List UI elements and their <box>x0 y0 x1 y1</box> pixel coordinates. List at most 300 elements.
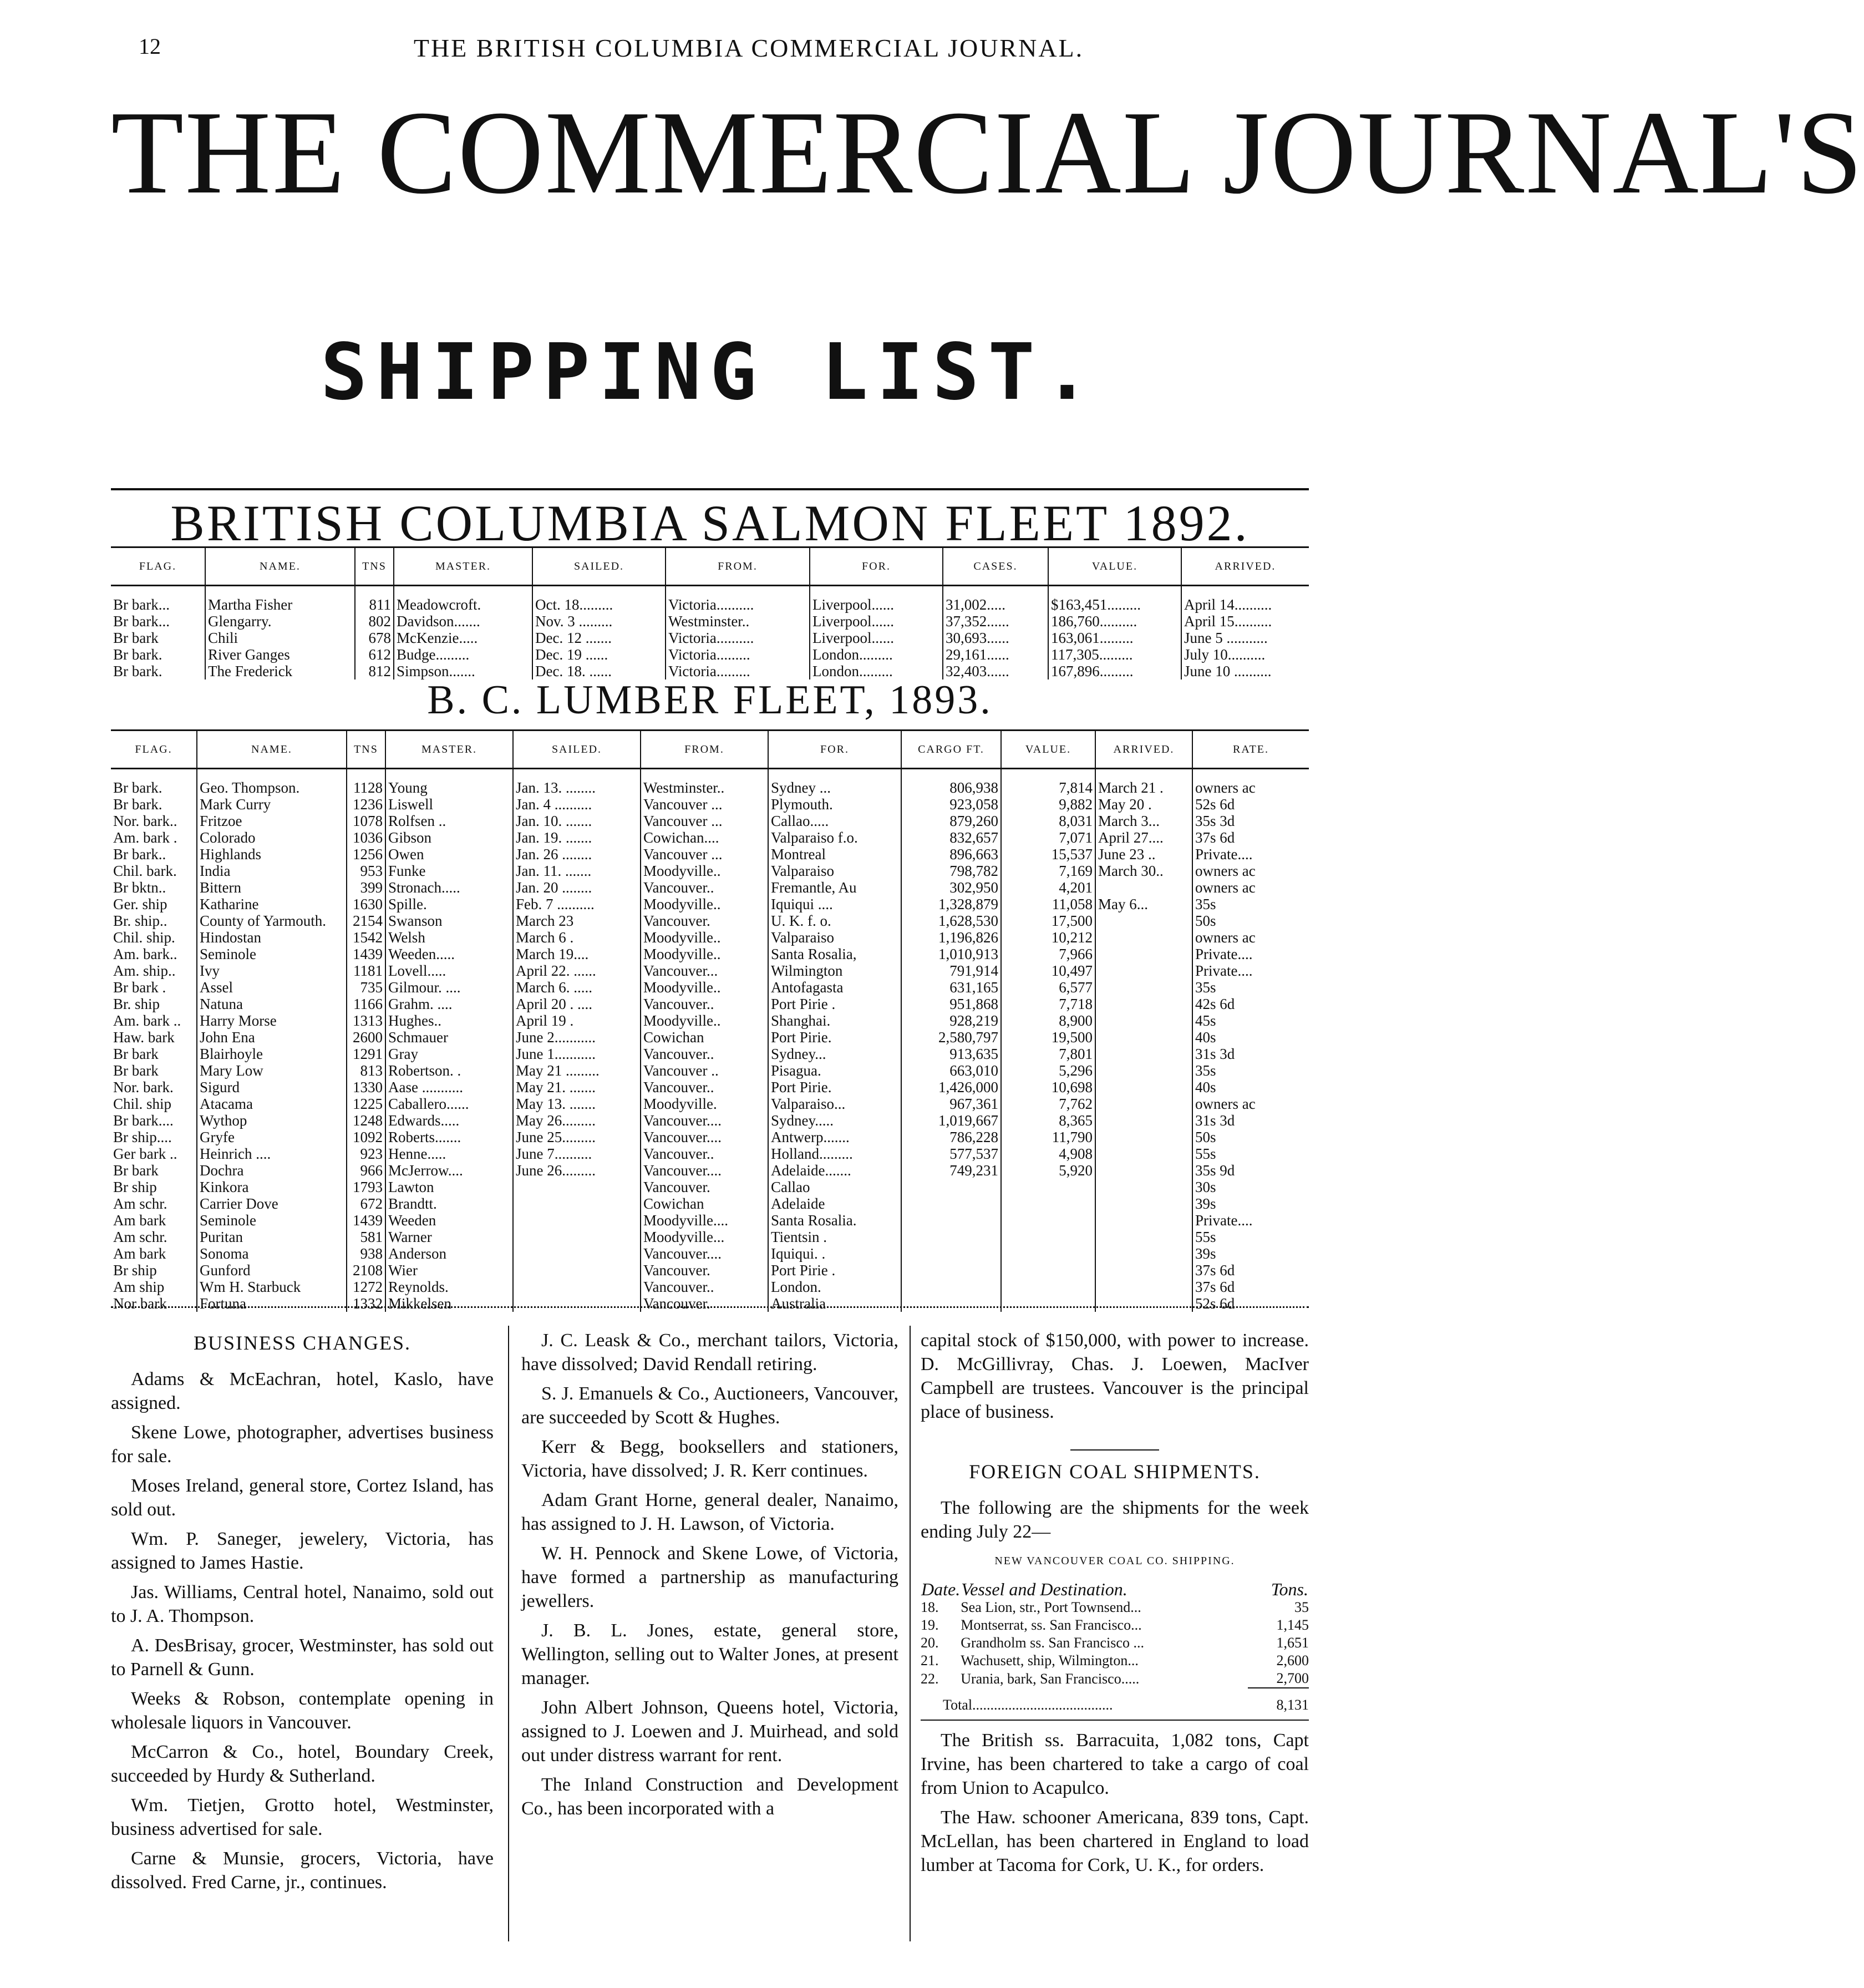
lumber-cell: Gray <box>385 1046 513 1062</box>
lumber-cell: 39s <box>1192 1195 1309 1212</box>
lumber-cell: 938 <box>347 1245 385 1262</box>
lumber-cell: Geo. Thompson. <box>197 769 347 797</box>
column-divider <box>508 1326 509 1941</box>
lumber-row <box>111 1046 1309 1062</box>
salmon-cell: 37,352...... <box>943 613 1048 630</box>
lumber-cell: Owen <box>385 846 513 863</box>
lumber-cell: Br bark . <box>113 979 166 996</box>
lumber-cell: Br. ship.. <box>113 912 167 929</box>
lumber-cell: 50s <box>1192 1129 1309 1145</box>
salmon-row <box>111 630 1309 646</box>
lumber-cell: Vancouver.. <box>641 1079 768 1096</box>
salmon-cell: London......... <box>810 663 943 679</box>
coal-header-vessel: Vessel and Destination. <box>961 1579 1127 1599</box>
lumber-cell: Br bark. <box>113 779 162 796</box>
coal-cell: 1,145 <box>1276 1617 1309 1633</box>
coal-row <box>921 1599 1309 1616</box>
lumber-cell: Vancouver.... <box>641 1112 768 1129</box>
lumber-cell: 7,814 <box>1001 769 1095 797</box>
lumber-column-header: VALUE. <box>1001 731 1095 769</box>
lumber-cell: Feb. 7 .......... <box>513 896 641 912</box>
lumber-row <box>111 1262 1309 1279</box>
lumber-row <box>111 1179 1309 1195</box>
coal-cell: Grandholm ss. San Francisco ... <box>961 1635 1144 1651</box>
salmon-cell: Dec. 12 ....... <box>532 630 666 646</box>
lumber-cell: 1291 <box>347 1046 385 1062</box>
lumber-column-header: ARRIVED. <box>1095 731 1192 769</box>
coal-row <box>921 1634 1309 1652</box>
running-title: THE BRITISH COLUMBIA COMMERCIAL JOURNAL. <box>413 34 1084 62</box>
lumber-row <box>111 1012 1309 1029</box>
section-divider <box>921 1433 1309 1457</box>
salmon-column-header: ARRIVED. <box>1181 547 1309 586</box>
coal-rule <box>921 1720 1309 1721</box>
salmon-cell: Dec. 19 ...... <box>532 646 666 663</box>
lumber-cell: 35s 3d <box>1192 813 1309 829</box>
lumber-cell: Sydney..... <box>768 1112 901 1129</box>
lumber-cell: 1439 <box>347 1212 385 1229</box>
lumber-cell <box>901 1295 1001 1312</box>
lumber-cell: 5,920 <box>1001 1162 1095 1179</box>
lumber-cell: May 20 . <box>1095 796 1192 813</box>
lumber-cell: Nor. bark.. <box>113 813 177 829</box>
lumber-row <box>111 846 1309 863</box>
lumber-cell: Chil. bark. <box>113 863 177 879</box>
lumber-cell: Colorado <box>197 829 347 846</box>
lumber-cell: 55s <box>1192 1229 1309 1245</box>
lumber-cell: Weeden..... <box>385 946 513 962</box>
lumber-cell: March 21 . <box>1095 769 1192 797</box>
lumber-row <box>111 1212 1309 1229</box>
salmon-cell: Dec. 18. ...... <box>532 663 666 679</box>
lumber-cell <box>1001 1179 1095 1195</box>
salmon-column-header: FOR. <box>810 547 943 586</box>
salmon-cell: 167,896......... <box>1048 663 1181 679</box>
lumber-cell: Wier <box>385 1262 513 1279</box>
lumber-cell: 923,058 <box>901 796 1001 813</box>
lumber-cell: 1036 <box>347 829 385 846</box>
salmon-column-header: FROM. <box>666 547 810 586</box>
lumber-row <box>111 1245 1309 1262</box>
lumber-cell: Iquiqui. . <box>768 1245 901 1262</box>
lumber-cell: Aase ........... <box>385 1079 513 1096</box>
lumber-cell: Jan. 11. ....... <box>513 863 641 879</box>
salmon-cell: Victoria......... <box>666 663 810 679</box>
salmon-cell: Oct. 18......... <box>532 586 666 613</box>
salmon-cell: 811 <box>355 586 394 613</box>
coal-row <box>921 1652 1309 1670</box>
lumber-cell: 37s 6d <box>1192 1279 1309 1295</box>
lumber-cell: Am bark <box>113 1245 166 1262</box>
lumber-cell: March 30.. <box>1095 863 1192 879</box>
lumber-row <box>111 1079 1309 1096</box>
lumber-cell: 813 <box>347 1062 385 1079</box>
lumber-cell <box>901 1279 1001 1295</box>
lumber-cell: June 25......... <box>513 1129 641 1145</box>
salmon-cell: Br bark. <box>113 646 162 663</box>
lumber-cell: May 21. ....... <box>513 1079 641 1096</box>
lumber-cell: April 27.... <box>1095 829 1192 846</box>
lumber-cell: Port Pirie. <box>768 1079 901 1096</box>
salmon-cell: 186,760.......... <box>1048 613 1181 630</box>
lumber-cell <box>1001 1262 1095 1279</box>
lumber-cell: 11,790 <box>1001 1129 1095 1145</box>
lumber-column-header: FLAG. <box>111 731 197 769</box>
salmon-cell: Nov. 3 ......... <box>532 613 666 630</box>
lumber-row <box>111 962 1309 979</box>
lumber-cell: Vancouver .. <box>641 1062 768 1079</box>
lumber-cell: Br bark.... <box>113 1112 174 1129</box>
lumber-cell: 55s <box>1192 1145 1309 1162</box>
lumber-cell: Vancouver ... <box>641 813 768 829</box>
salmon-row <box>111 613 1309 630</box>
coal-cell: Wachusett, ship, Wilmington... <box>961 1652 1139 1668</box>
lumber-cell: Adelaide....... <box>768 1162 901 1179</box>
coal-note: The British ss. Barracuita, 1,082 tons, Capt Irvine, has been chartered to take a cargo of coal from Union to Acapulco. <box>921 1730 1309 1798</box>
lumber-cell: May 6... <box>1095 896 1192 912</box>
lumber-cell: Westminster.. <box>641 769 768 797</box>
lumber-cell: Am. ship.. <box>113 962 176 979</box>
lumber-cell <box>1095 1162 1192 1179</box>
lumber-row <box>111 879 1309 896</box>
lumber-row <box>111 896 1309 912</box>
lumber-cell: 4,908 <box>1001 1145 1095 1162</box>
lumber-cell: Jan. 20 ........ <box>513 879 641 896</box>
lumber-fleet-title: B. C. LUMBER FLEET, 1893. <box>427 677 993 723</box>
lumber-cell: 35s 9d <box>1192 1162 1309 1179</box>
lumber-cell: Moodyville.. <box>641 929 768 946</box>
lumber-cell: Nor bark <box>113 1295 167 1312</box>
coal-cell: 35 <box>1294 1599 1309 1615</box>
lumber-cell: Reynolds. <box>385 1279 513 1295</box>
lumber-cell: Cowichan.... <box>641 829 768 846</box>
lumber-cell: 672 <box>347 1195 385 1212</box>
lumber-cell: Brandtt. <box>385 1195 513 1212</box>
lumber-cell <box>1001 1195 1095 1212</box>
lumber-row <box>111 1279 1309 1295</box>
salmon-cell: Victoria......... <box>666 646 810 663</box>
lumber-cell <box>901 1229 1001 1245</box>
lumber-cell: 6,577 <box>1001 979 1095 996</box>
lumber-cell: Gibson <box>385 829 513 846</box>
lumber-cell: 42s 6d <box>1192 996 1309 1012</box>
lumber-row <box>111 1062 1309 1079</box>
lumber-cell: Seminole <box>197 1212 347 1229</box>
lumber-cell: 19,500 <box>1001 1029 1095 1046</box>
lumber-cell: 1272 <box>347 1279 385 1295</box>
lumber-cell: Katharine <box>197 896 347 912</box>
salmon-cell: Br bark <box>113 630 159 646</box>
lumber-cell <box>901 1195 1001 1212</box>
lumber-row <box>111 1145 1309 1162</box>
lumber-cell: 967,361 <box>901 1096 1001 1112</box>
lumber-cell: Dochra <box>197 1162 347 1179</box>
lumber-row <box>111 1229 1309 1245</box>
salmon-cell: July 10.......... <box>1181 646 1309 663</box>
lumber-cell: March 23 <box>513 912 641 929</box>
salmon-cell: Br bark... <box>113 613 170 630</box>
lumber-cell: Vancouver.. <box>641 879 768 896</box>
lumber-cell <box>1095 1195 1192 1212</box>
lumber-cell: 1439 <box>347 946 385 962</box>
salmon-cell: Br bark. <box>113 663 162 679</box>
lumber-cell: 786,228 <box>901 1129 1001 1145</box>
lumber-cell <box>1095 1279 1192 1295</box>
lumber-cell: Puritan <box>197 1229 347 1245</box>
lumber-cell: 40s <box>1192 1029 1309 1046</box>
lumber-cell: May 21 ......... <box>513 1062 641 1079</box>
lumber-column-header: FOR. <box>768 731 901 769</box>
lumber-cell: 17,500 <box>1001 912 1095 929</box>
salmon-fleet-title: BRITISH COLUMBIA SALMON FLEET 1892. <box>170 495 1250 551</box>
coal-cell: 20. <box>921 1635 939 1651</box>
lumber-cell: Am bark <box>113 1212 166 1229</box>
lumber-cell: 2108 <box>347 1262 385 1279</box>
lumber-row <box>111 769 1309 797</box>
lumber-cell: Br. ship <box>113 996 160 1012</box>
lumber-cell: April 20 . .... <box>513 996 641 1012</box>
lumber-cell <box>1095 979 1192 996</box>
lumber-cell: 9,882 <box>1001 796 1095 813</box>
lumber-cell: Funke <box>385 863 513 879</box>
lumber-cell <box>513 1212 641 1229</box>
salmon-cell: The Frederick <box>205 663 355 679</box>
lumber-cell: Fortuna <box>197 1295 347 1312</box>
lumber-cell: 966 <box>347 1162 385 1179</box>
lumber-cell: 35s <box>1192 979 1309 996</box>
lumber-cell: Vancouver ... <box>641 796 768 813</box>
lumber-cell: 10,698 <box>1001 1079 1095 1096</box>
lumber-cell: Am schr. <box>113 1195 167 1212</box>
lumber-cell: Chil. ship. <box>113 929 175 946</box>
lumber-cell: 1,019,667 <box>901 1112 1001 1129</box>
lumber-cell: 1078 <box>347 813 385 829</box>
lumber-cell: Callao..... <box>768 813 901 829</box>
lumber-row <box>111 1029 1309 1046</box>
lumber-cell: Plymouth. <box>768 796 901 813</box>
lumber-cell: Jan. 13. ........ <box>513 769 641 797</box>
lumber-cell: 577,537 <box>901 1145 1001 1162</box>
lumber-cell: Weeden <box>385 1212 513 1229</box>
lumber-cell: Highlands <box>197 846 347 863</box>
lumber-column-header: TNS <box>347 731 385 769</box>
lumber-cell: Vancouver.... <box>641 1245 768 1262</box>
coal-company: NEW VANCOUVER COAL CO. SHIPPING. <box>994 1555 1235 1567</box>
lumber-column-header: MASTER. <box>385 731 513 769</box>
lumber-cell: McJerrow.... <box>385 1162 513 1179</box>
lumber-cell: Moodyville.. <box>641 946 768 962</box>
lumber-cell: Welsh <box>385 929 513 946</box>
lumber-cell: 15,537 <box>1001 846 1095 863</box>
lumber-cell: India <box>197 863 347 879</box>
lumber-cell: 30s <box>1192 1179 1309 1195</box>
lumber-cell: Br ship.... <box>113 1129 172 1145</box>
lumber-cell: 37s 6d <box>1192 1262 1309 1279</box>
lumber-cell: 7,762 <box>1001 1096 1095 1112</box>
lumber-cell <box>1095 912 1192 929</box>
lumber-cell <box>1095 1012 1192 1029</box>
lumber-cell: Valparaiso... <box>768 1096 901 1112</box>
lumber-cell: April 19 . <box>513 1012 641 1029</box>
coal-row <box>921 1670 1309 1688</box>
salmon-row <box>111 586 1309 613</box>
lumber-cell: 791,914 <box>901 962 1001 979</box>
lumber-cell: 2,580,797 <box>901 1029 1001 1046</box>
lumber-cell: Roberts....... <box>385 1129 513 1145</box>
lumber-cell: Lovell..... <box>385 962 513 979</box>
lumber-cell <box>1095 1229 1192 1245</box>
lumber-cell: Moodyville... <box>641 1229 768 1245</box>
lumber-row <box>111 1195 1309 1212</box>
lumber-cell: Am. bark .. <box>113 1012 181 1029</box>
coal-cell: 2,600 <box>1276 1652 1309 1668</box>
lumber-cell: Kinkora <box>197 1179 347 1195</box>
lumber-cell <box>513 1179 641 1195</box>
lumber-cell <box>1001 1295 1095 1312</box>
lumber-cell: Ivy <box>197 962 347 979</box>
lumber-cell: Br bark. <box>113 796 162 813</box>
lumber-cell <box>901 1179 1001 1195</box>
coal-cell: 19. <box>921 1617 939 1633</box>
lumber-cell: 1166 <box>347 996 385 1012</box>
lumber-cell: 1236 <box>347 796 385 813</box>
lumber-cell: Ger. ship <box>113 896 167 912</box>
lumber-cell: Moodyville.. <box>641 896 768 912</box>
salmon-cell: 30,693...... <box>943 630 1048 646</box>
lumber-cell: owners ac <box>1192 769 1309 797</box>
lumber-cell: Br ship <box>113 1179 157 1195</box>
lumber-row <box>111 1162 1309 1179</box>
lumber-row <box>111 1129 1309 1145</box>
lumber-cell: 302,950 <box>901 879 1001 896</box>
lumber-cell: 879,260 <box>901 813 1001 829</box>
business-item: The Inland Construction and Development Co., has been incorporated with a <box>521 1774 898 1819</box>
lumber-cell <box>1095 1062 1192 1079</box>
lumber-cell: 1630 <box>347 896 385 912</box>
lumber-cell: Private.... <box>1192 946 1309 962</box>
lumber-cell: 37s 6d <box>1192 829 1309 846</box>
lumber-cell: 2600 <box>347 1029 385 1046</box>
lumber-cell: Edwards..... <box>385 1112 513 1129</box>
lumber-cell: 11,058 <box>1001 896 1095 912</box>
lumber-cell: Private.... <box>1192 846 1309 863</box>
lumber-cell: 10,497 <box>1001 962 1095 979</box>
lumber-cell: Rolfsen .. <box>385 813 513 829</box>
coal-total-value: 8,131 <box>1248 1688 1309 1714</box>
lumber-cell: 1542 <box>347 929 385 946</box>
lumber-cell: Gryfe <box>197 1129 347 1145</box>
lumber-cell: Vancouver ... <box>641 846 768 863</box>
salmon-cell: Simpson....... <box>394 663 532 679</box>
lumber-cell <box>1095 1245 1192 1262</box>
salmon-cell: Davidson....... <box>394 613 532 630</box>
lumber-cell <box>513 1195 641 1212</box>
salmon-cell: McKenzie..... <box>394 630 532 646</box>
business-changes-heading: BUSINESS CHANGES. <box>193 1332 412 1354</box>
lumber-cell: 798,782 <box>901 863 1001 879</box>
business-item: J. B. L. Jones, estate, general store, Wellington, selling out to Walter Jones, at present manager. <box>521 1620 898 1688</box>
lumber-cell: Vancouver.... <box>641 1162 768 1179</box>
lumber-cell: Wm H. Starbuck <box>197 1279 347 1295</box>
lumber-cell: 953 <box>347 863 385 879</box>
lumber-cell: Cowichan <box>641 1195 768 1212</box>
lumber-cell: 1256 <box>347 846 385 863</box>
lumber-cell: Wythop <box>197 1112 347 1129</box>
lumber-column-header: SAILED. <box>513 731 641 769</box>
salmon-column-header: NAME. <box>205 547 355 586</box>
masthead-title: THE COMMERCIAL JOURNAL'S <box>111 86 1864 219</box>
lumber-cell: Young <box>385 769 513 797</box>
lumber-cell: Mary Low <box>197 1062 347 1079</box>
lumber-cell: Spille. <box>385 896 513 912</box>
lumber-cell <box>1095 1112 1192 1129</box>
lumber-cell <box>1001 1212 1095 1229</box>
lumber-cell: 913,635 <box>901 1046 1001 1062</box>
salmon-cell: Westminster.. <box>666 613 810 630</box>
lumber-cell: Br bark <box>113 1062 159 1079</box>
business-item: Carne & Munsie, grocers, Victoria, have dissolved. Fred Carne, jr., continues. <box>111 1848 494 1893</box>
lumber-cell <box>901 1262 1001 1279</box>
lumber-cell: Sigurd <box>197 1079 347 1096</box>
lumber-cell: Atacama <box>197 1096 347 1112</box>
lumber-cell: Heinrich .... <box>197 1145 347 1162</box>
lumber-cell: 1,628,530 <box>901 912 1001 929</box>
lumber-cell: Henne..... <box>385 1145 513 1162</box>
lumber-column-header: FROM. <box>641 731 768 769</box>
lumber-cell: Sydney ... <box>768 769 901 797</box>
lumber-cell: Moodyville. <box>641 1096 768 1112</box>
salmon-cell: June 5 ........... <box>1181 630 1309 646</box>
lumber-cell: Private.... <box>1192 962 1309 979</box>
lumber-cell: Vancouver.. <box>641 1145 768 1162</box>
lumber-cell: June 1........... <box>513 1046 641 1062</box>
lumber-cell: Carrier Dove <box>197 1195 347 1212</box>
lumber-cell: 832,657 <box>901 829 1001 846</box>
lumber-cell: Moodyville.. <box>641 1012 768 1029</box>
lumber-cell <box>1001 1279 1095 1295</box>
lumber-cell <box>1095 1145 1192 1162</box>
lumber-row <box>111 796 1309 813</box>
lumber-cell: Port Pirie. <box>768 1029 901 1046</box>
business-item: Adam Grant Horne, general dealer, Nanaimo, has assigned to J. H. Lawson, of Victoria. <box>521 1490 898 1534</box>
lumber-cell: Valparaiso f.o. <box>768 829 901 846</box>
lumber-cell: Gunford <box>197 1262 347 1279</box>
lumber-cell: 52s 6d <box>1192 1295 1309 1312</box>
lumber-row <box>111 1096 1309 1112</box>
lumber-row <box>111 912 1309 929</box>
business-item: John Albert Johnson, Queens hotel, Victoria, assigned to J. Loewen and J. Muirhead, and sold out under distress warrant for rent. <box>521 1697 898 1766</box>
lumber-cell: Tientsin . <box>768 1229 901 1245</box>
lumber-cell: Natuna <box>197 996 347 1012</box>
lumber-cell: 5,296 <box>1001 1062 1095 1079</box>
salmon-cell: Martha Fisher <box>205 586 355 613</box>
lumber-cell: 663,010 <box>901 1062 1001 1079</box>
lumber-cell: 1,010,913 <box>901 946 1001 962</box>
lumber-cell: Blairhoyle <box>197 1046 347 1062</box>
lumber-cell: Jan. 26 ........ <box>513 846 641 863</box>
lumber-cell: Wilmington <box>768 962 901 979</box>
lumber-cell: Australia <box>768 1295 901 1312</box>
lumber-cell: Vancouver. <box>641 912 768 929</box>
lumber-cell: 7,801 <box>1001 1046 1095 1062</box>
lumber-cell <box>1001 1245 1095 1262</box>
lumber-cell: 31s 3d <box>1192 1112 1309 1129</box>
lumber-row <box>111 813 1309 829</box>
lumber-cell: 1,328,879 <box>901 896 1001 912</box>
lumber-cell <box>1095 1096 1192 1112</box>
lumber-cell: Holland......... <box>768 1145 901 1162</box>
lumber-cell: Br bark <box>113 1046 159 1062</box>
